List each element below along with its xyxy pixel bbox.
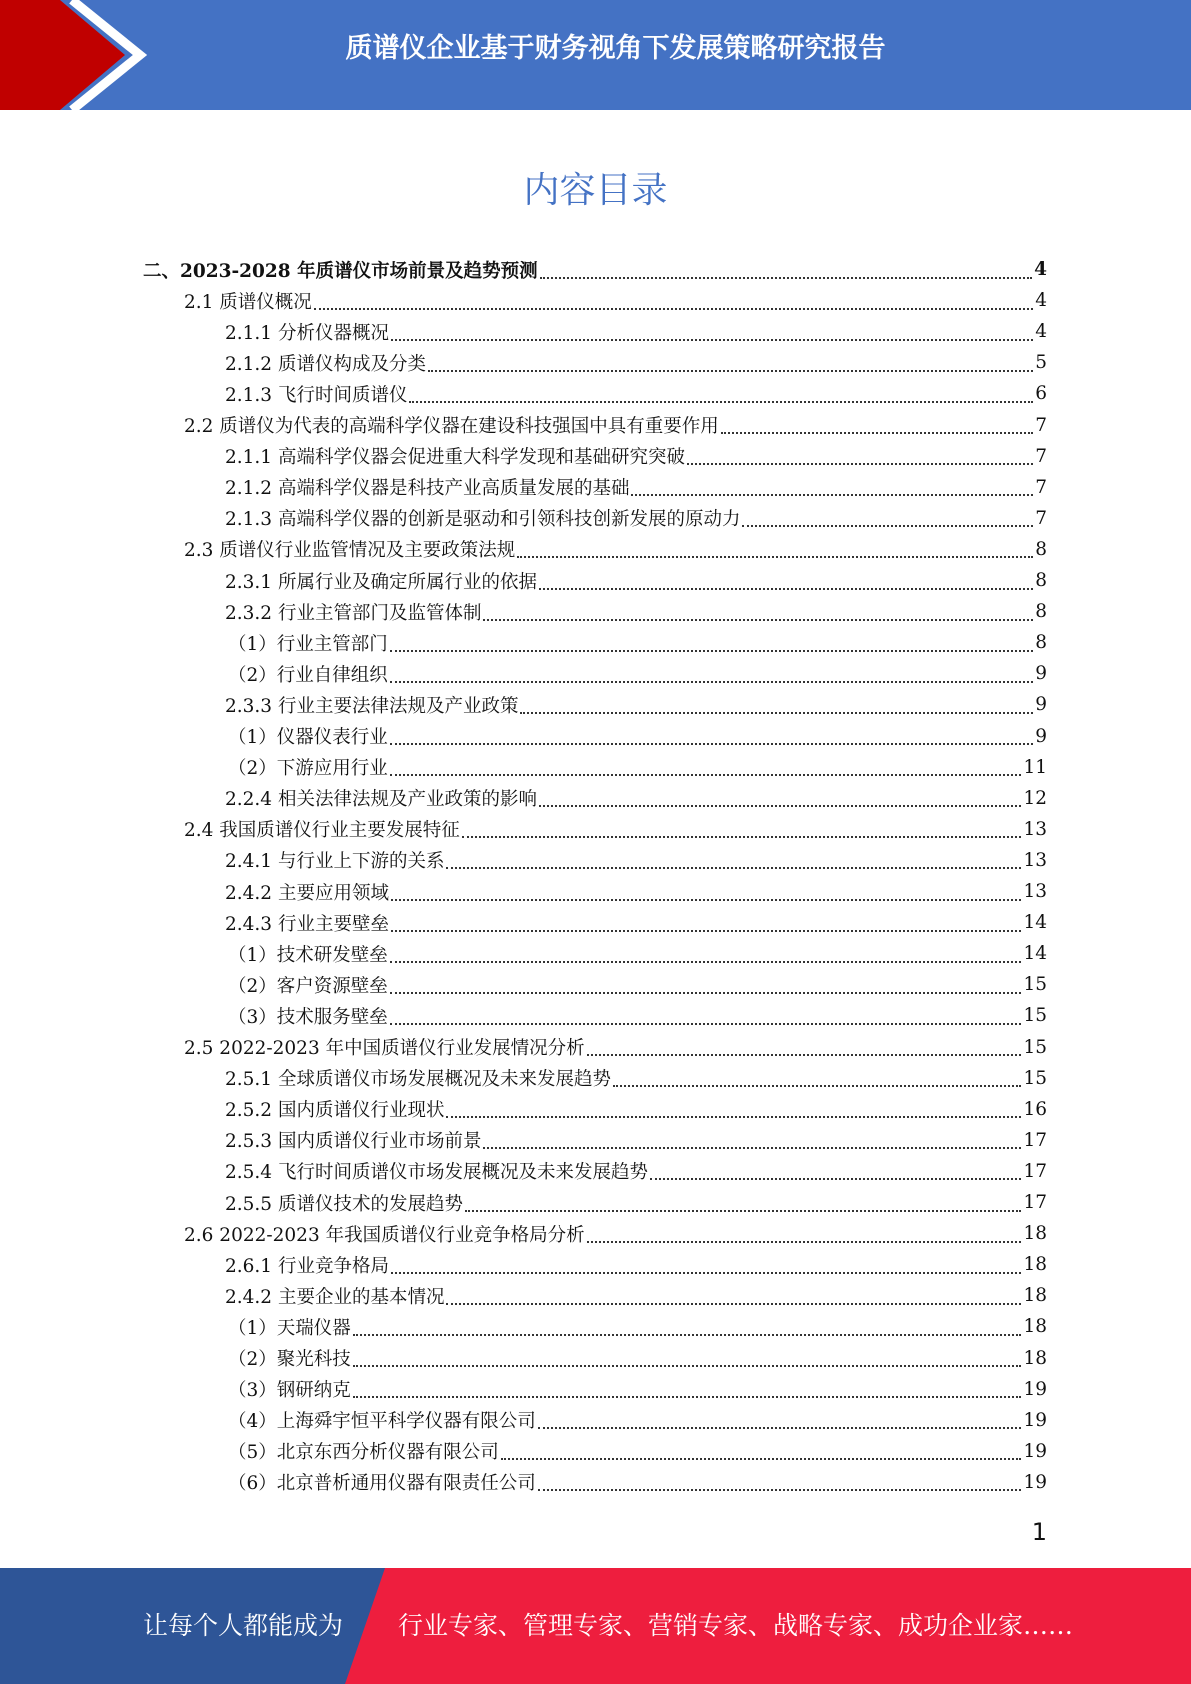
toc-entry[interactable]: [228, 1343, 1047, 1374]
toc-entry[interactable]: [225, 876, 1047, 907]
toc-entry[interactable]: [225, 1063, 1047, 1094]
toc-leader-dots: [391, 879, 1021, 901]
toc-entry-page: 18: [1023, 1254, 1047, 1276]
toc-entry-title: 2.4.3 行业主要壁垒: [225, 913, 389, 935]
toc-entry[interactable]: [225, 316, 1047, 347]
toc-leader-dots: [538, 1469, 1022, 1491]
toc-entry-title: （4）上海舜宇恒平科学仪器有限公司: [228, 1411, 536, 1433]
toc-leader-dots: [501, 1438, 1022, 1460]
toc-entry-page: 9: [1035, 663, 1047, 685]
toc-entry[interactable]: [184, 1032, 1047, 1063]
toc-leader-dots: [391, 1252, 1021, 1274]
toc-leader-dots: [353, 1376, 1022, 1398]
toc-leader-dots: [742, 505, 1033, 527]
toc-entry-title: 2.3 质谱仪行业监管情况及主要政策法规: [184, 540, 516, 562]
toc-entry-page: 8: [1035, 632, 1047, 654]
toc-entry-title: 2.2 质谱仪为代表的高端科学仪器在建设科技强国中具有重要作用: [184, 416, 719, 437]
toc-leader-dots: [520, 692, 1033, 714]
toc-leader-dots: [613, 1065, 1021, 1087]
toc-leader-dots: [353, 1314, 1022, 1336]
toc-entry[interactable]: [228, 1467, 1047, 1498]
toc-leader-dots: [587, 1034, 1022, 1056]
toc-entry[interactable]: [143, 254, 1047, 285]
toc-entry-page: 19: [1023, 1409, 1047, 1431]
toc-entry[interactable]: [228, 1436, 1047, 1467]
toc-entry-page: 4: [1034, 259, 1047, 280]
toc-entry-page: 6: [1035, 383, 1047, 405]
toc-heading: 内容目录: [523, 170, 668, 211]
toc-leader-dots: [631, 474, 1033, 496]
toc-entry-page: 19: [1023, 1440, 1047, 1462]
toc-entry-page: 14: [1023, 943, 1047, 965]
toc-entry-page: 15: [1023, 1005, 1047, 1027]
toc-entry-page: 18: [1023, 1347, 1047, 1369]
toc-entry-title: 2.4.2 主要企业的基本情况: [225, 1286, 445, 1308]
toc-entry[interactable]: [225, 503, 1047, 534]
toc-entry[interactable]: [225, 1094, 1047, 1125]
toc-leader-dots: [390, 723, 1033, 745]
toc-entry-title: 2.4.2 主要应用领域: [225, 882, 389, 904]
toc-entry[interactable]: [184, 410, 1047, 441]
toc-entry-page: 18: [1023, 1285, 1047, 1307]
toc-entry[interactable]: [228, 1311, 1047, 1342]
toc-leader-dots: [391, 319, 1033, 341]
toc-entry-page: 13: [1023, 849, 1047, 871]
toc-leader-dots: [539, 568, 1033, 590]
toc-entry-page: 8: [1035, 601, 1047, 623]
footer-slogan-right: 行业专家、管理专家、营销专家、战略专家、成功企业家……: [398, 1611, 1074, 1640]
toc-entry-title: 2.4.1 与行业上下游的关系: [225, 851, 445, 873]
toc-entry-title: 2.1.1 高端科学仪器会促进重大科学发现和基础研究突破: [225, 447, 685, 469]
footer-slogan-left: 让每个人都能成为: [143, 1611, 344, 1640]
toc-entry[interactable]: [225, 1280, 1047, 1311]
toc-entry-title: （3）技术服务壁垒: [228, 1006, 388, 1028]
toc-entry-title: （5）北京东西分析仪器有限公司: [228, 1442, 499, 1464]
toc-entry-page: 16: [1023, 1098, 1047, 1120]
toc-entry[interactable]: [225, 378, 1047, 409]
toc-entry-title: 二、2023-2028 年质谱仪市场前景及趋势预测: [143, 260, 538, 282]
toc-entry-page: 15: [1023, 974, 1047, 996]
toc-entry-title: 2.5.2 国内质谱仪行业现状: [225, 1100, 445, 1122]
toc-entry-title: 2.1.2 高端科学仪器是科技产业高质量发展的基础: [225, 478, 630, 500]
toc-leader-dots: [721, 412, 1033, 434]
toc-entry-title: （1）天瑞仪器: [228, 1317, 351, 1339]
toc-entry-title: 2.5.1 全球质谱仪市场发展概况及未来发展趋势: [225, 1069, 611, 1091]
toc-entry-title: （1）技术研发壁垒: [228, 944, 388, 966]
toc-entry-page: 15: [1023, 1067, 1047, 1089]
toc-entry-page: 7: [1035, 476, 1047, 498]
toc-leader-dots: [517, 536, 1033, 558]
toc-entry-page: 17: [1023, 1129, 1047, 1151]
toc-entry[interactable]: [225, 907, 1047, 938]
header-chevron-icon: [0, 0, 160, 110]
toc-entry[interactable]: [225, 783, 1047, 814]
toc-entry-title: 2.5.4 飞行时间质谱仪市场发展概况及未来发展趋势: [225, 1162, 648, 1184]
toc-entry[interactable]: [228, 658, 1047, 689]
toc-entry-page: 12: [1023, 787, 1047, 809]
toc-leader-dots: [428, 350, 1033, 372]
toc-entry[interactable]: [184, 285, 1047, 316]
toc-leader-dots: [538, 1407, 1022, 1429]
toc-entry[interactable]: [225, 441, 1047, 472]
page-header: [0, 0, 1191, 110]
toc-entry[interactable]: [228, 1405, 1047, 1436]
toc-entry-title: 2.2.4 相关法律法规及产业政策的影响: [225, 789, 537, 811]
toc-leader-dots: [446, 847, 1021, 869]
toc-leader-dots: [390, 972, 1022, 994]
toc-entry-page: 9: [1035, 694, 1047, 716]
toc-entry[interactable]: [228, 627, 1047, 658]
toc-entry-page: 4: [1035, 290, 1047, 312]
toc-entry[interactable]: [225, 347, 1047, 378]
toc-entry[interactable]: [225, 845, 1047, 876]
toc-entry-page: 13: [1023, 881, 1047, 902]
toc-entry-title: （2）下游应用行业: [228, 758, 388, 780]
toc-entry[interactable]: [228, 1000, 1047, 1031]
page-footer: [0, 1568, 1191, 1684]
page-number: 1: [1031, 1518, 1047, 1546]
toc-leader-dots: [390, 754, 1022, 776]
toc-entry[interactable]: [184, 534, 1047, 565]
toc-entry-page: 4: [1035, 321, 1047, 343]
toc-entry-page: 18: [1023, 1223, 1047, 1245]
toc-entry-page: 13: [1023, 818, 1047, 840]
toc-entry[interactable]: [228, 969, 1047, 1000]
toc-entry-title: 2.6.1 行业竞争格局: [225, 1255, 389, 1277]
toc-entry-page: 11: [1023, 756, 1047, 778]
toc-entry-title: 2.3.3 行业主要法律法规及产业政策: [225, 695, 519, 717]
toc-entry-title: 2.1.3 飞行时间质谱仪: [225, 384, 408, 406]
toc-entry-page: 8: [1035, 538, 1047, 560]
toc-entry-page: 9: [1035, 725, 1047, 747]
toc-entry[interactable]: [228, 752, 1047, 783]
toc-entry-title: 2.1.2 质谱仪构成及分类: [225, 353, 426, 375]
toc-entry[interactable]: [228, 721, 1047, 752]
toc-entry-page: 8: [1035, 570, 1047, 591]
toc-entry[interactable]: [225, 689, 1047, 720]
toc-entry-title: 2.4 我国质谱仪行业主要发展特征: [184, 820, 460, 842]
toc-leader-dots: [483, 1127, 1021, 1149]
header-title: 质谱仪企业基于财务视角下发展策略研究报告: [345, 33, 886, 64]
toc-entry-title: （2）行业自律组织: [228, 664, 388, 686]
toc-leader-dots: [314, 288, 1033, 310]
toc-entry[interactable]: [225, 565, 1047, 596]
toc-entry-page: 7: [1035, 507, 1047, 529]
toc-leader-dots: [391, 910, 1021, 932]
toc-leader-dots: [390, 661, 1033, 683]
toc-entry-page: 5: [1035, 352, 1047, 374]
toc-entry-title: 2.1 质谱仪概况: [184, 291, 312, 313]
toc-leader-dots: [390, 1003, 1022, 1025]
toc-entry[interactable]: [228, 938, 1047, 969]
toc-entry-page: 7: [1035, 414, 1047, 436]
toc-entry-title: （2）聚光科技: [228, 1349, 351, 1370]
toc-entry-page: 19: [1023, 1471, 1047, 1493]
toc-entry[interactable]: [225, 1249, 1047, 1280]
toc-entry-page: 15: [1023, 1036, 1047, 1058]
toc-entry-page: 18: [1023, 1316, 1047, 1338]
toc-leader-dots: [462, 816, 1022, 838]
toc-entry-title: 2.1.1 分析仪器概况: [225, 322, 389, 344]
toc-entry-title: 2.6 2022-2023 年我国质谱仪行业竞争格局分析: [184, 1224, 585, 1246]
toc-entry[interactable]: [228, 1374, 1047, 1405]
toc-leader-dots: [390, 630, 1033, 652]
toc-leader-dots: [390, 941, 1022, 963]
toc-entry-title: （6）北京普析通用仪器有限责任公司: [228, 1473, 536, 1495]
toc-leader-dots: [446, 1283, 1021, 1305]
toc-leader-dots: [446, 1096, 1021, 1118]
toc-entry-title: 2.3.2 行业主管部门及监管体制: [225, 602, 482, 624]
toc-entry-title: （1）仪器仪表行业: [228, 727, 388, 748]
toc-entry-page: 14: [1023, 912, 1047, 934]
toc-leader-dots: [539, 785, 1021, 807]
toc-entry[interactable]: [225, 1187, 1047, 1218]
toc-leader-dots: [587, 1221, 1022, 1243]
toc-entry[interactable]: [225, 596, 1047, 627]
toc-leader-dots: [483, 599, 1033, 621]
toc-entry[interactable]: [184, 814, 1047, 845]
toc-leader-dots: [409, 381, 1033, 403]
toc-entry-page: 7: [1035, 445, 1047, 467]
toc-entry-page: 19: [1023, 1378, 1047, 1400]
toc-entry-title: （3）钢研纳克: [228, 1380, 351, 1402]
toc-entry-page: 17: [1023, 1160, 1047, 1182]
toc-entry[interactable]: [225, 472, 1047, 503]
toc-leader-dots: [465, 1190, 1021, 1212]
toc-entry-title: 2.1.3 高端科学仪器的创新是驱动和引领科技创新发展的原动力: [225, 509, 741, 531]
toc-leader-dots: [540, 257, 1033, 279]
toc-entry-title: 2.5 2022-2023 年中国质谱仪行业发展情况分析: [184, 1038, 585, 1059]
toc-entry-title: （2）客户资源壁垒: [228, 975, 388, 997]
toc-entry-title: 2.3.1 所属行业及确定所属行业的依据: [225, 571, 537, 593]
toc-entry[interactable]: [225, 1156, 1047, 1187]
toc-entry-title: 2.5.5 质谱仪技术的发展趋势: [225, 1193, 463, 1215]
toc-entry-title: 2.5.3 国内质谱仪行业市场前景: [225, 1131, 482, 1153]
toc-leader-dots: [650, 1158, 1021, 1180]
toc-entry[interactable]: [225, 1125, 1047, 1156]
toc-leader-dots: [687, 443, 1033, 465]
toc-entry[interactable]: [184, 1218, 1047, 1249]
toc-entry-page: 17: [1023, 1192, 1047, 1213]
toc-entry-title: （1）行业主管部门: [228, 633, 388, 655]
toc-leader-dots: [353, 1345, 1022, 1367]
